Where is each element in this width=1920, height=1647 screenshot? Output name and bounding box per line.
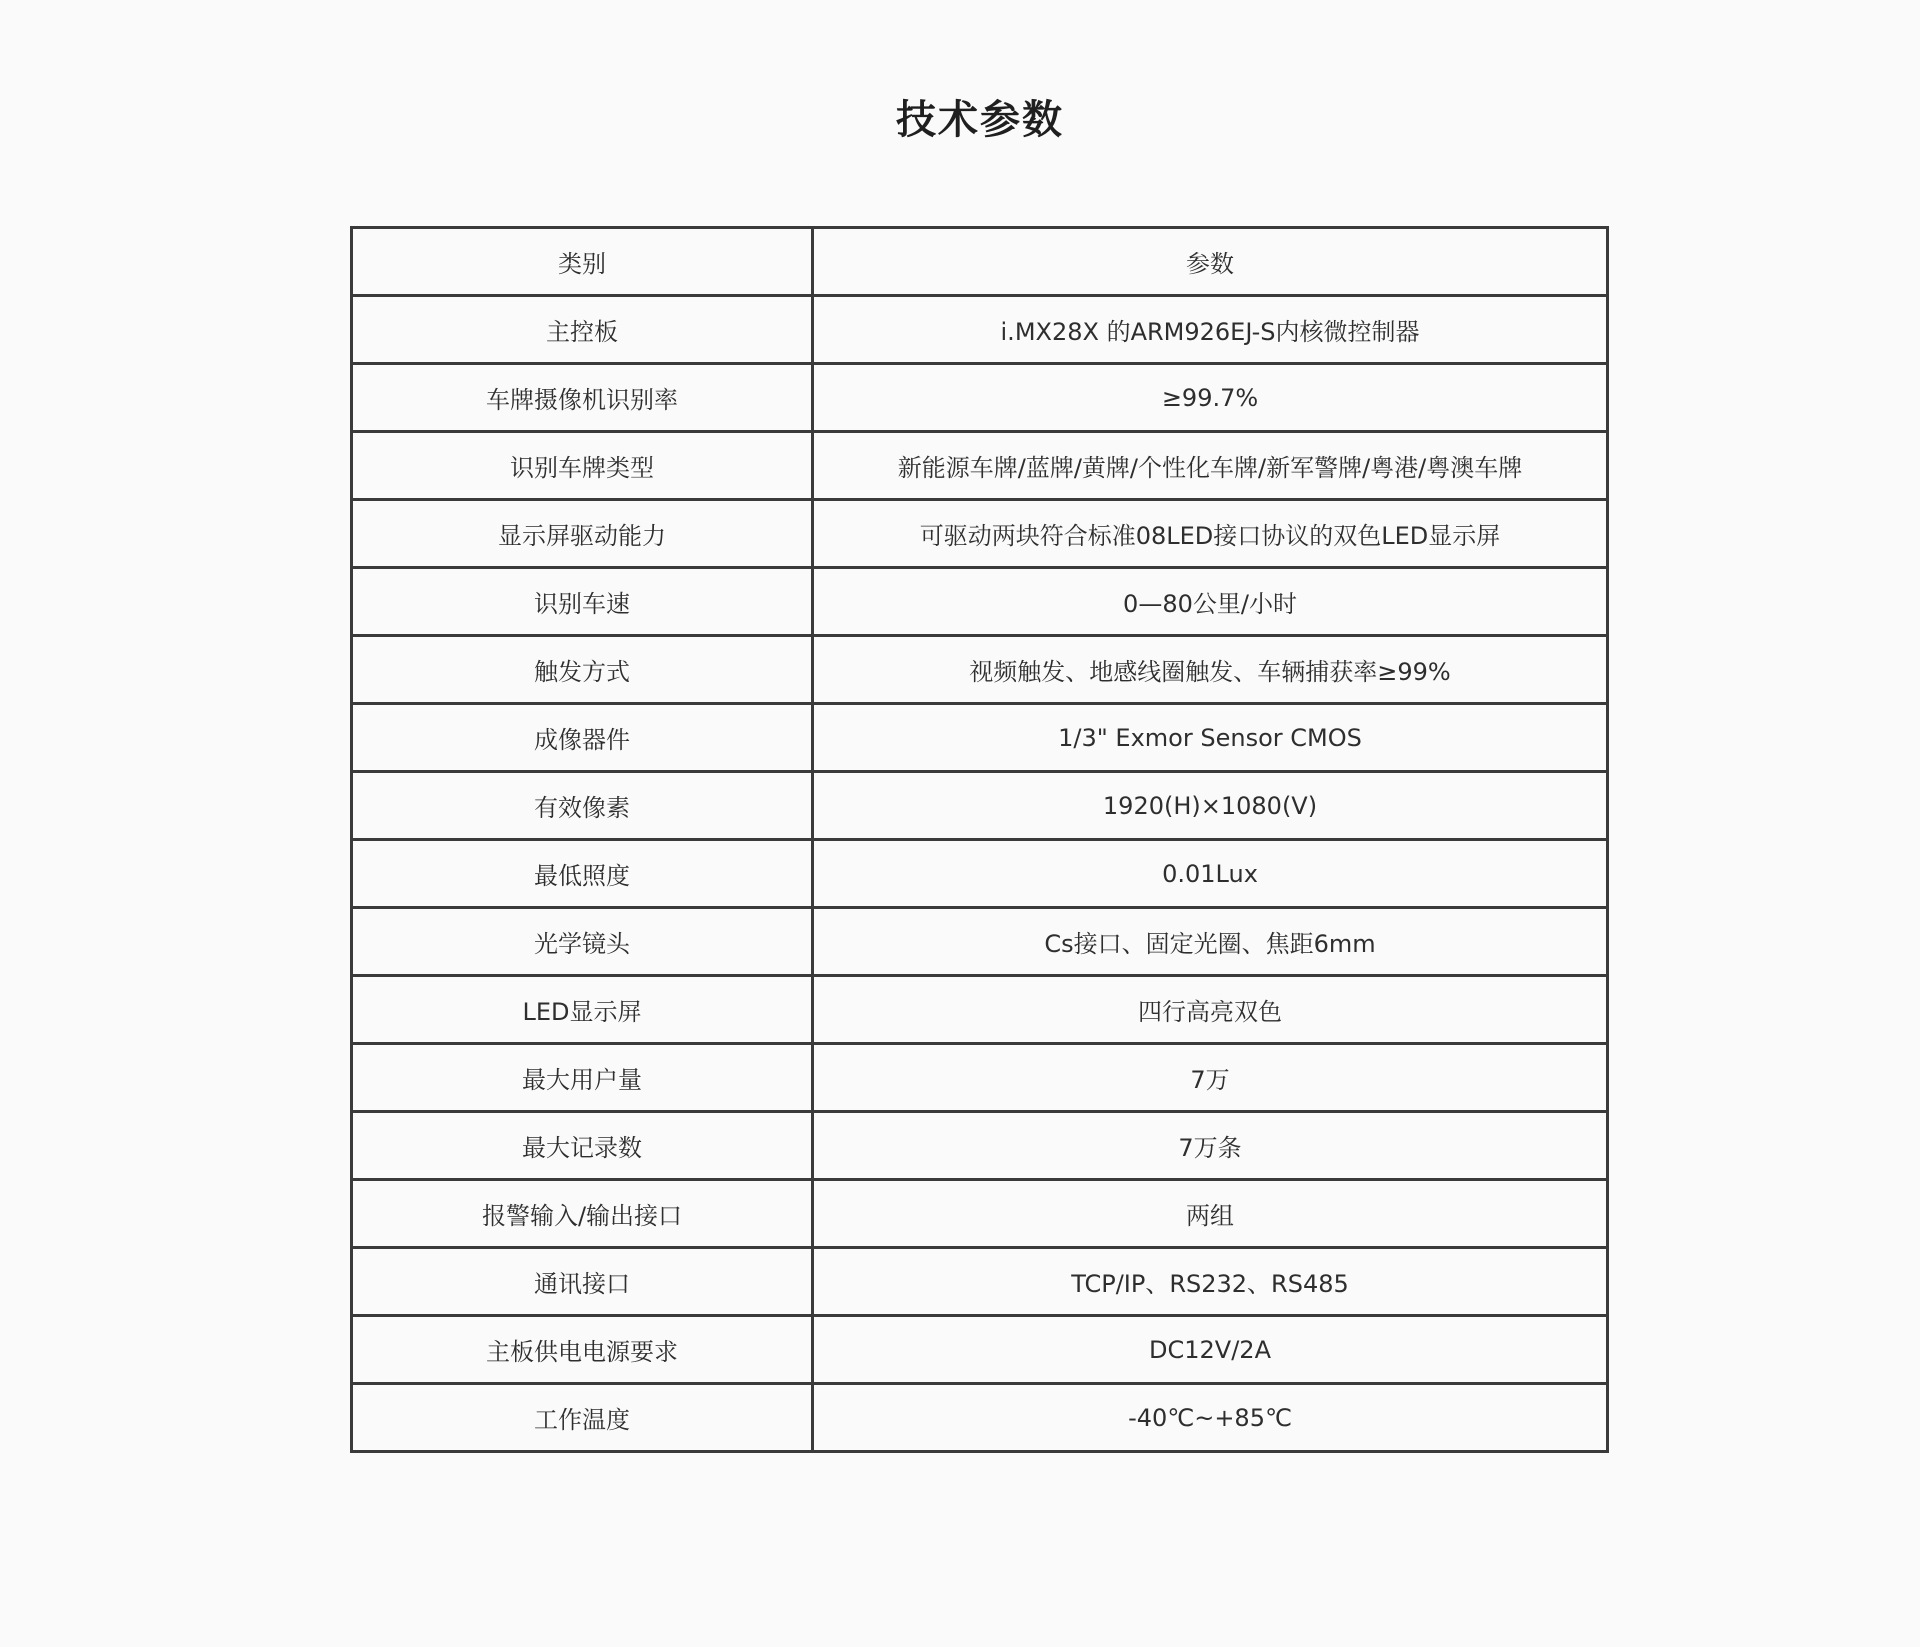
row-category: 有效像素 <box>352 772 813 840</box>
row-category: 显示屏驱动能力 <box>352 500 813 568</box>
row-category: 主板供电电源要求 <box>352 1316 813 1384</box>
row-param: 1/3" Exmor Sensor CMOS <box>813 704 1608 772</box>
row-param: -40℃~+85℃ <box>813 1384 1608 1452</box>
row-param: 四行高亮双色 <box>813 976 1608 1044</box>
table-row <box>352 1248 1608 1316</box>
row-category: 成像器件 <box>352 704 813 772</box>
header-category: 类别 <box>352 228 813 296</box>
header-param: 参数 <box>813 228 1608 296</box>
row-param: DC12V/2A <box>813 1316 1608 1384</box>
row-param: 0—80公里/小时 <box>813 568 1608 636</box>
row-category: 最大记录数 <box>352 1112 813 1180</box>
row-category: 识别车牌类型 <box>352 432 813 500</box>
row-category: 识别车速 <box>352 568 813 636</box>
table-row <box>352 1316 1608 1384</box>
table-header-row <box>352 228 1608 296</box>
table-row <box>352 976 1608 1044</box>
page-title: 技术参数 <box>896 97 1064 143</box>
table-row <box>352 1044 1608 1112</box>
row-category: LED显示屏 <box>352 976 813 1044</box>
table-row <box>352 1180 1608 1248</box>
table-row <box>352 704 1608 772</box>
row-param: 0.01Lux <box>813 840 1608 908</box>
row-param: 两组 <box>813 1180 1608 1248</box>
row-category: 工作温度 <box>352 1384 813 1452</box>
row-category: 最大用户量 <box>352 1044 813 1112</box>
row-param: 1920(H)×1080(V) <box>813 772 1608 840</box>
row-param: i.MX28X 的ARM926EJ-S内核微控制器 <box>813 296 1608 364</box>
table-row <box>352 636 1608 704</box>
table-row <box>352 568 1608 636</box>
table-row <box>352 364 1608 432</box>
row-param: 7万 <box>813 1044 1608 1112</box>
table-row <box>352 840 1608 908</box>
row-param: ≥99.7% <box>813 364 1608 432</box>
row-param: 视频触发、地感线圈触发、车辆捕获率≥99% <box>813 636 1608 704</box>
row-param: 新能源车牌/蓝牌/黄牌/个性化车牌/新军警牌/粤港/粤澳车牌 <box>813 432 1608 500</box>
row-param: Cs接口、固定光圈、焦距6mm <box>813 908 1608 976</box>
row-param: 可驱动两块符合标准08LED接口协议的双色LED显示屏 <box>813 500 1608 568</box>
row-category: 通讯接口 <box>352 1248 813 1316</box>
row-category: 主控板 <box>352 296 813 364</box>
table-row <box>352 1112 1608 1180</box>
table-row <box>352 500 1608 568</box>
table-row <box>352 296 1608 364</box>
table-row <box>352 1384 1608 1452</box>
spec-table <box>350 226 1609 1453</box>
table-row <box>352 772 1608 840</box>
row-param: TCP/IP、RS232、RS485 <box>813 1248 1608 1316</box>
row-category: 报警输入/输出接口 <box>352 1180 813 1248</box>
spec-table-body <box>352 228 1608 1452</box>
row-param: 7万条 <box>813 1112 1608 1180</box>
row-category: 光学镜头 <box>352 908 813 976</box>
row-category: 车牌摄像机识别率 <box>352 364 813 432</box>
row-category: 触发方式 <box>352 636 813 704</box>
row-category: 最低照度 <box>352 840 813 908</box>
table-row <box>352 432 1608 500</box>
table-row <box>352 908 1608 976</box>
